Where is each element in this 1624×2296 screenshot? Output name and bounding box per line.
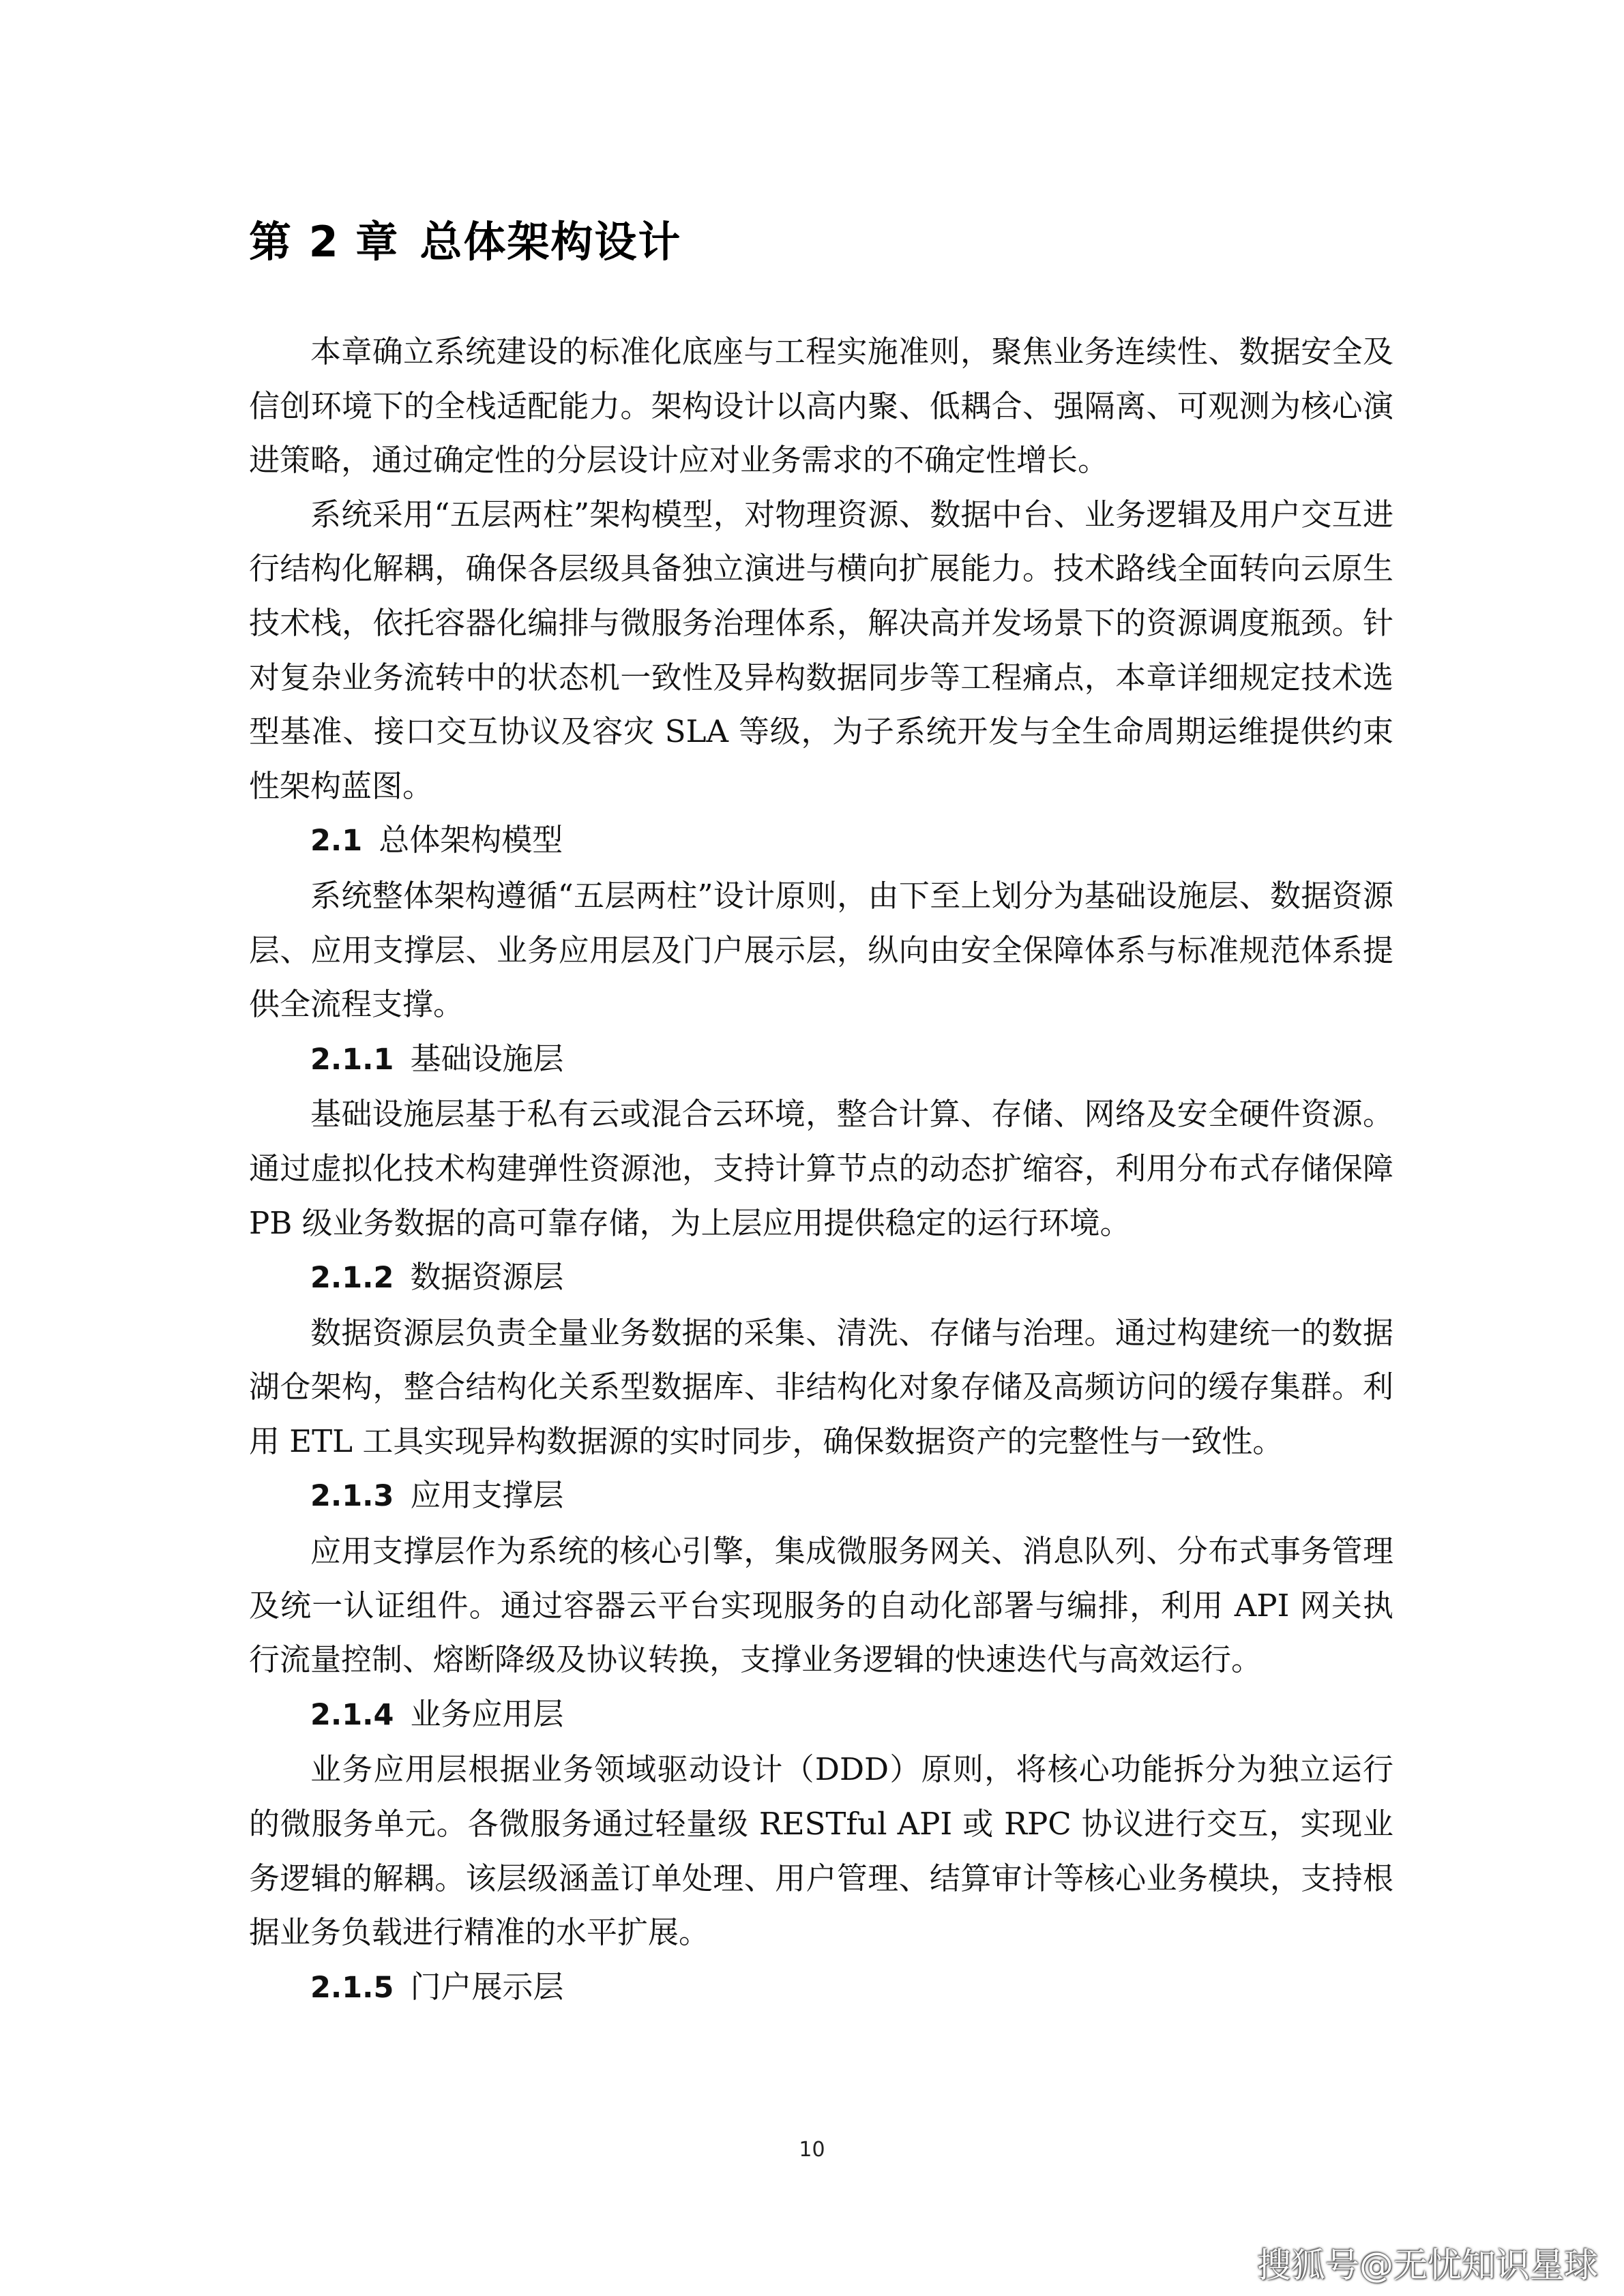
section-title: 总体架构模型	[379, 822, 563, 859]
section-heading-2-1-4	[249, 1687, 1393, 1743]
section-paragraph-2-1-3: 应用支撑层作为系统的核心引擎，集成微服务网关、消息队列、分布式事务管理及统一认证组件。通过容器云平台实现服务的自动化部署与编排，利用 API 网关执行流量控制、熔断降级及协议转换，支撑业务逻辑的快速迭代与高效运行。	[249, 1533, 1393, 1678]
section-heading-2-1	[249, 813, 1393, 869]
section-paragraph-2-1-4: 业务应用层根据业务领域驱动设计（DDD）原则，将核心功能拆分为独立运行的微服务单元。各微服务通过轻量级 RESTful API 或 RPC 协议进行交互，实现业务逻辑的解耦。该层级涵盖订单处理、用户管理、结算审计等核心业务模块，支持根据业务负载进行精准的水平扩展。	[249, 1751, 1393, 1951]
intro-paragraph-2: 系统采用“五层两柱”架构模型，对物理资源、数据中台、业务逻辑及用户交互进行结构化解耦，确保各层级具备独立演进与横向扩展能力。技术路线全面转向云原生技术栈，依托容器化编排与微服务治理体系，解决高并发场景下的资源调度瓶颈。针对复杂业务流转中的状态机一致性及异构数据同步等工程痛点，本章详细规定技术选型基准、接口交互协议及容灾 SLA 等级，为子系统开发与全生命周期运维提供约束性架构蓝图。	[249, 496, 1393, 804]
section-number: 2.1.5	[310, 1970, 394, 2005]
chapter-number: 第 2 章	[249, 217, 400, 267]
section-heading-2-1-3	[249, 1468, 1393, 1524]
section-title: 门户展示层	[410, 1968, 564, 2005]
page-content	[249, 205, 1393, 2015]
section-number: 2.1.1	[310, 1042, 394, 1077]
chapter-title	[249, 205, 1393, 280]
section-heading-2-1-1	[249, 1032, 1393, 1088]
intro-paragraph-1: 本章确立系统建设的标准化底座与工程实施准则，聚焦业务连续性、数据安全及信创环境下的全栈适配能力。架构设计以高内聚、低耦合、强隔离、可观测为核心演进策略，通过确定性的分层设计应对业务需求的不确定性增长。	[249, 333, 1393, 479]
watermark-text: 搜狐号@无忧知识星球	[1257, 2246, 1598, 2285]
section-paragraph-2-1: 系统整体架构遵循“五层两柱”设计原则，由下至上划分为基础设施层、数据资源层、应用支撑层、业务应用层及门户展示层，纵向由安全保障体系与标准规范体系提供全流程支撑。	[249, 877, 1393, 1023]
section-title: 基础设施层	[410, 1040, 564, 1077]
section-heading-2-1-2	[249, 1250, 1393, 1306]
section-title: 数据资源层	[410, 1259, 564, 1296]
section-number: 2.1.3	[310, 1479, 394, 1514]
page-number: 10	[799, 2138, 825, 2162]
section-paragraph-2-1-2: 数据资源层负责全量业务数据的采集、清洗、存储与治理。通过构建统一的数据湖仓架构，整合结构化关系型数据库、非结构化对象存储及高频访问的缓存集群。利用 ETL 工具实现异构数据源的实时同步，确保数据资产的完整性与一致性。	[249, 1314, 1393, 1459]
section-heading-2-1-5	[249, 1960, 1393, 2016]
section-title: 应用支撑层	[410, 1477, 564, 1514]
section-number: 2.1.4	[310, 1697, 394, 1732]
chapter-body	[249, 325, 1393, 2015]
section-title: 业务应用层	[410, 1695, 564, 1732]
chapter-title-text: 总体架构设计	[419, 217, 682, 267]
section-number: 2.1	[310, 824, 363, 859]
section-paragraph-2-1-1: 基础设施层基于私有云或混合云环境，整合计算、存储、网络及安全硬件资源。通过虚拟化技术构建弹性资源池，支持计算节点的动态扩缩容，利用分布式存储保障 PB 级业务数据的高可靠存储，为上层应用提供稳定的运行环境。	[249, 1096, 1393, 1241]
section-number: 2.1.2	[310, 1261, 394, 1296]
